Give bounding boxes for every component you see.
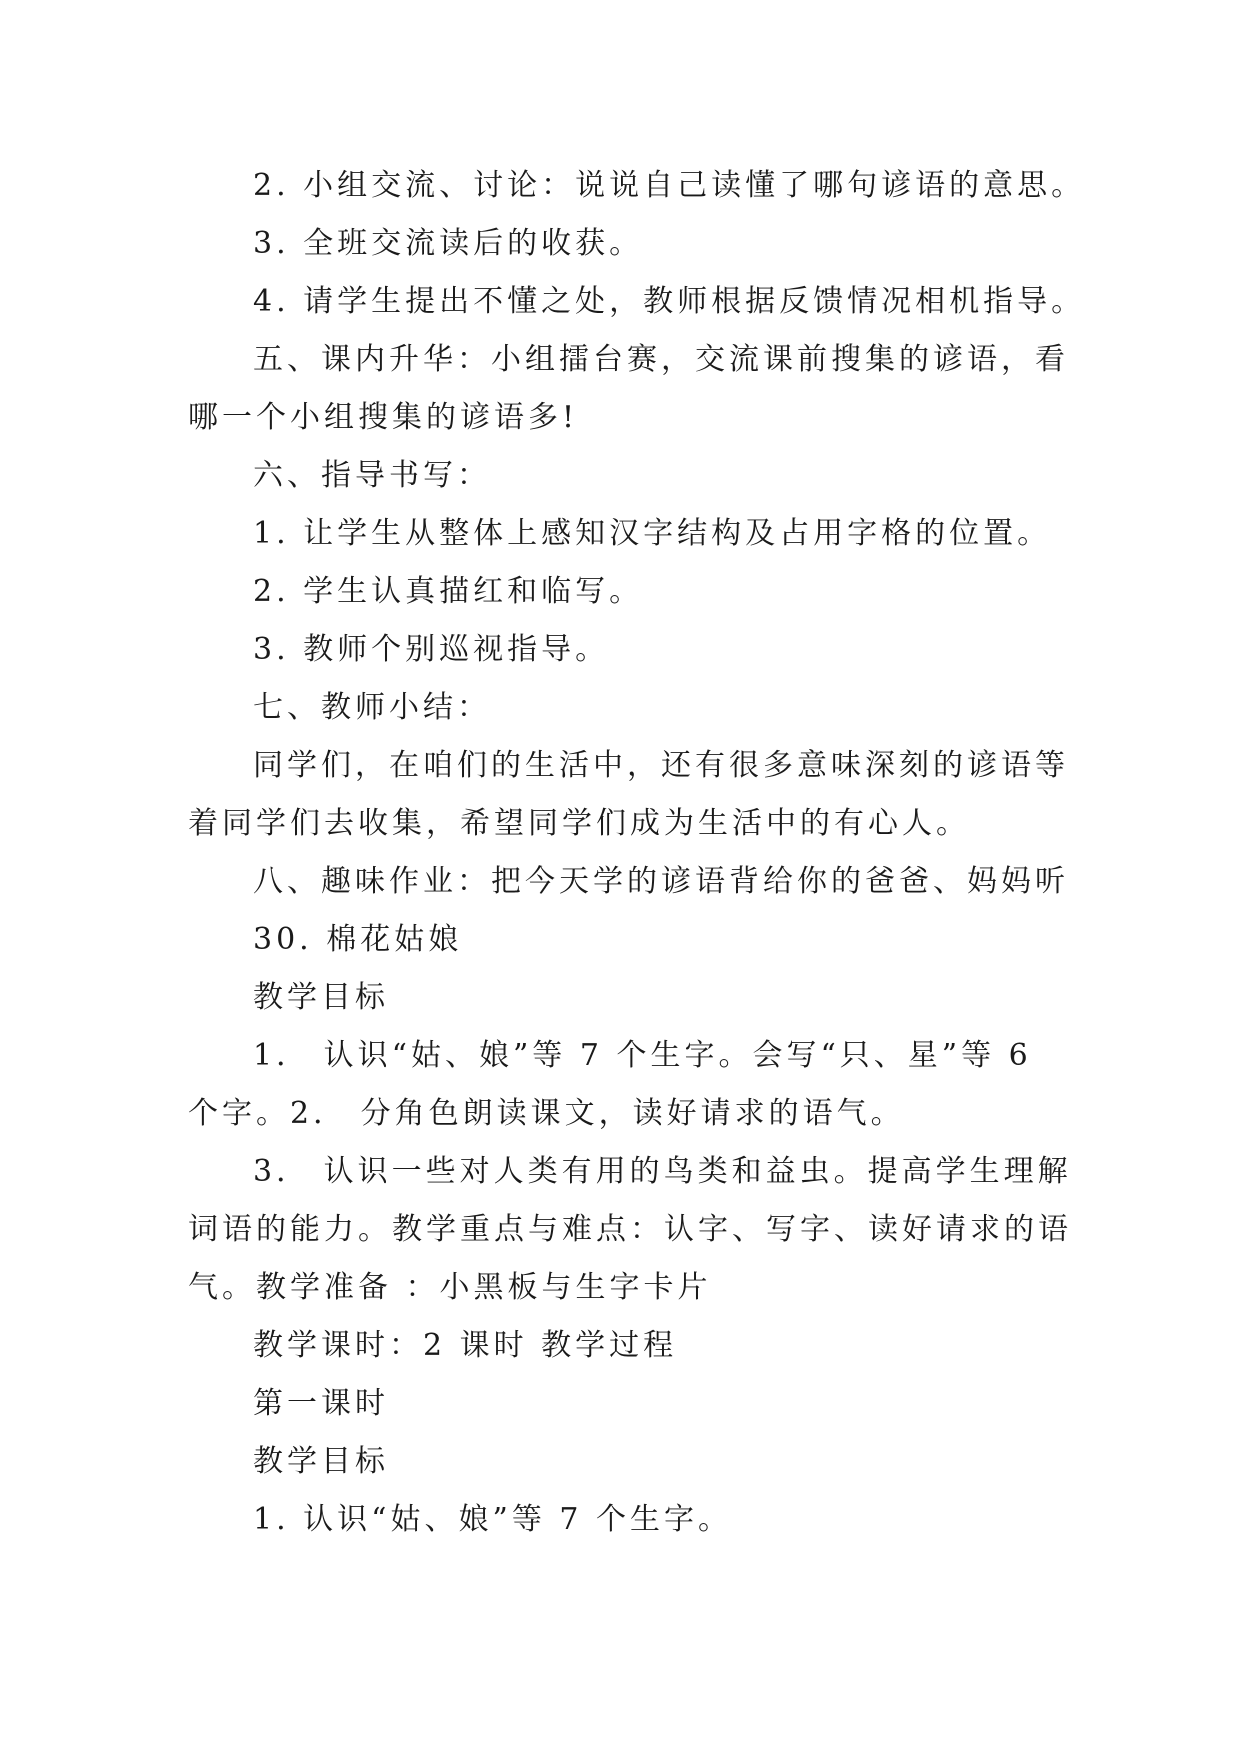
paragraph-line: 气。教学准备 ：小黑板与生字卡片	[188, 1270, 712, 1305]
paragraph-line: 着同学们去收集，希望同学们成为生活中的有心人。	[188, 806, 970, 841]
paragraph-line: 个字。2． 分角色朗读课文，读好请求的语气。	[188, 1096, 905, 1131]
paragraph-line: 3． 认识一些对人类有用的鸟类和益虫。提高学生理解	[253, 1154, 1072, 1189]
paragraph-line: 2. 学生认真描红和临写。	[253, 574, 644, 609]
paragraph-line: 八、趣味作业：把今天学的谚语背给你的爸爸、妈妈听	[253, 864, 1069, 899]
paragraph-line: 1. 认识“姑、娘”等 7 个生字。	[253, 1502, 732, 1537]
section-heading: 六、指导书写：	[253, 458, 491, 493]
paragraph-line: 3. 教师个别巡视指导。	[253, 632, 610, 667]
paragraph-line: 词语的能力。教学重点与难点：认字、写字、读好请求的语	[188, 1212, 1072, 1247]
paragraph-line: 教学课时：2 课时 教学过程	[253, 1328, 678, 1363]
section-heading: 第一课时	[253, 1386, 389, 1421]
paragraph-line: 2. 小组交流、讨论：说说自己读懂了哪句谚语的意思。	[253, 168, 1086, 203]
paragraph-line: 同学们，在咱们的生活中，还有很多意味深刻的谚语等	[253, 748, 1069, 783]
paragraph-line: 3. 全班交流读后的收获。	[253, 226, 644, 261]
section-heading: 教学目标	[253, 1444, 389, 1479]
paragraph-line: 哪一个小组搜集的谚语多!	[188, 400, 579, 435]
paragraph-line: 五、课内升华：小组擂台赛，交流课前搜集的谚语，看	[253, 342, 1069, 377]
lesson-title: 30. 棉花姑娘	[253, 922, 463, 957]
paragraph-line: 1． 认识“姑、娘”等 7 个生字。会写“只、星”等 6	[253, 1038, 1032, 1073]
paragraph-line: 4. 请学生提出不懂之处，教师根据反馈情况相机指导。	[253, 284, 1086, 319]
paragraph-line: 1. 让学生从整体上感知汉字结构及占用字格的位置。	[253, 516, 1052, 551]
section-heading: 七、教师小结：	[253, 690, 491, 725]
section-heading: 教学目标	[253, 980, 389, 1015]
